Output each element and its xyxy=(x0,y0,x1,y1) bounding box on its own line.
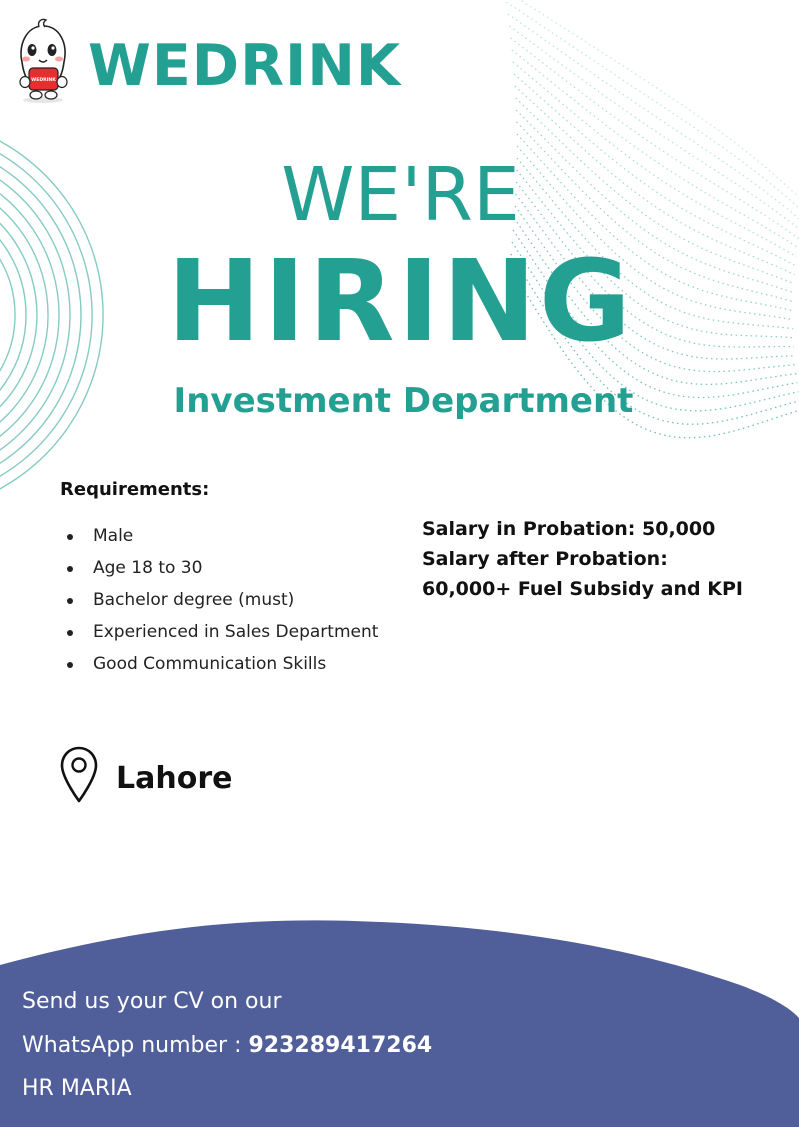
requirements-list xyxy=(64,522,378,682)
brand-name: WEDRINK xyxy=(88,33,402,99)
cup-label: WEDRINK xyxy=(31,78,56,83)
footer-line-cv: Send us your CV on our xyxy=(22,989,282,1014)
headline-were: WE'RE xyxy=(281,152,520,238)
requirement-item: Good Communication Skills xyxy=(64,650,378,682)
requirement-item: Age 18 to 30 xyxy=(64,554,378,586)
requirement-item: Bachelor degree (must) xyxy=(64,586,378,618)
salary-info xyxy=(422,514,743,604)
salary-after-probation-value: 60,000+ Fuel Subsidy and KPI xyxy=(422,578,743,600)
department-title: Investment Department xyxy=(173,381,634,421)
requirement-item: Male xyxy=(64,522,378,554)
mascot-logo-icon xyxy=(12,16,74,108)
whatsapp-label: WhatsApp number : xyxy=(22,1033,249,1058)
location-city: Lahore xyxy=(116,761,233,796)
requirement-item: Experienced in Sales Department xyxy=(64,618,378,650)
footer-line-whatsapp xyxy=(22,1035,432,1057)
requirements-title: Requirements: xyxy=(60,479,210,500)
map-pin-icon xyxy=(60,746,98,804)
footer-hr-name: HR MARIA xyxy=(22,1076,132,1101)
salary-probation: Salary in Probation: 50,000 xyxy=(422,518,716,540)
headline-hiring: HIRING xyxy=(167,237,634,367)
whatsapp-number: 923289417264 xyxy=(248,1033,433,1058)
salary-after-probation-label: Salary after Probation: xyxy=(422,548,668,570)
